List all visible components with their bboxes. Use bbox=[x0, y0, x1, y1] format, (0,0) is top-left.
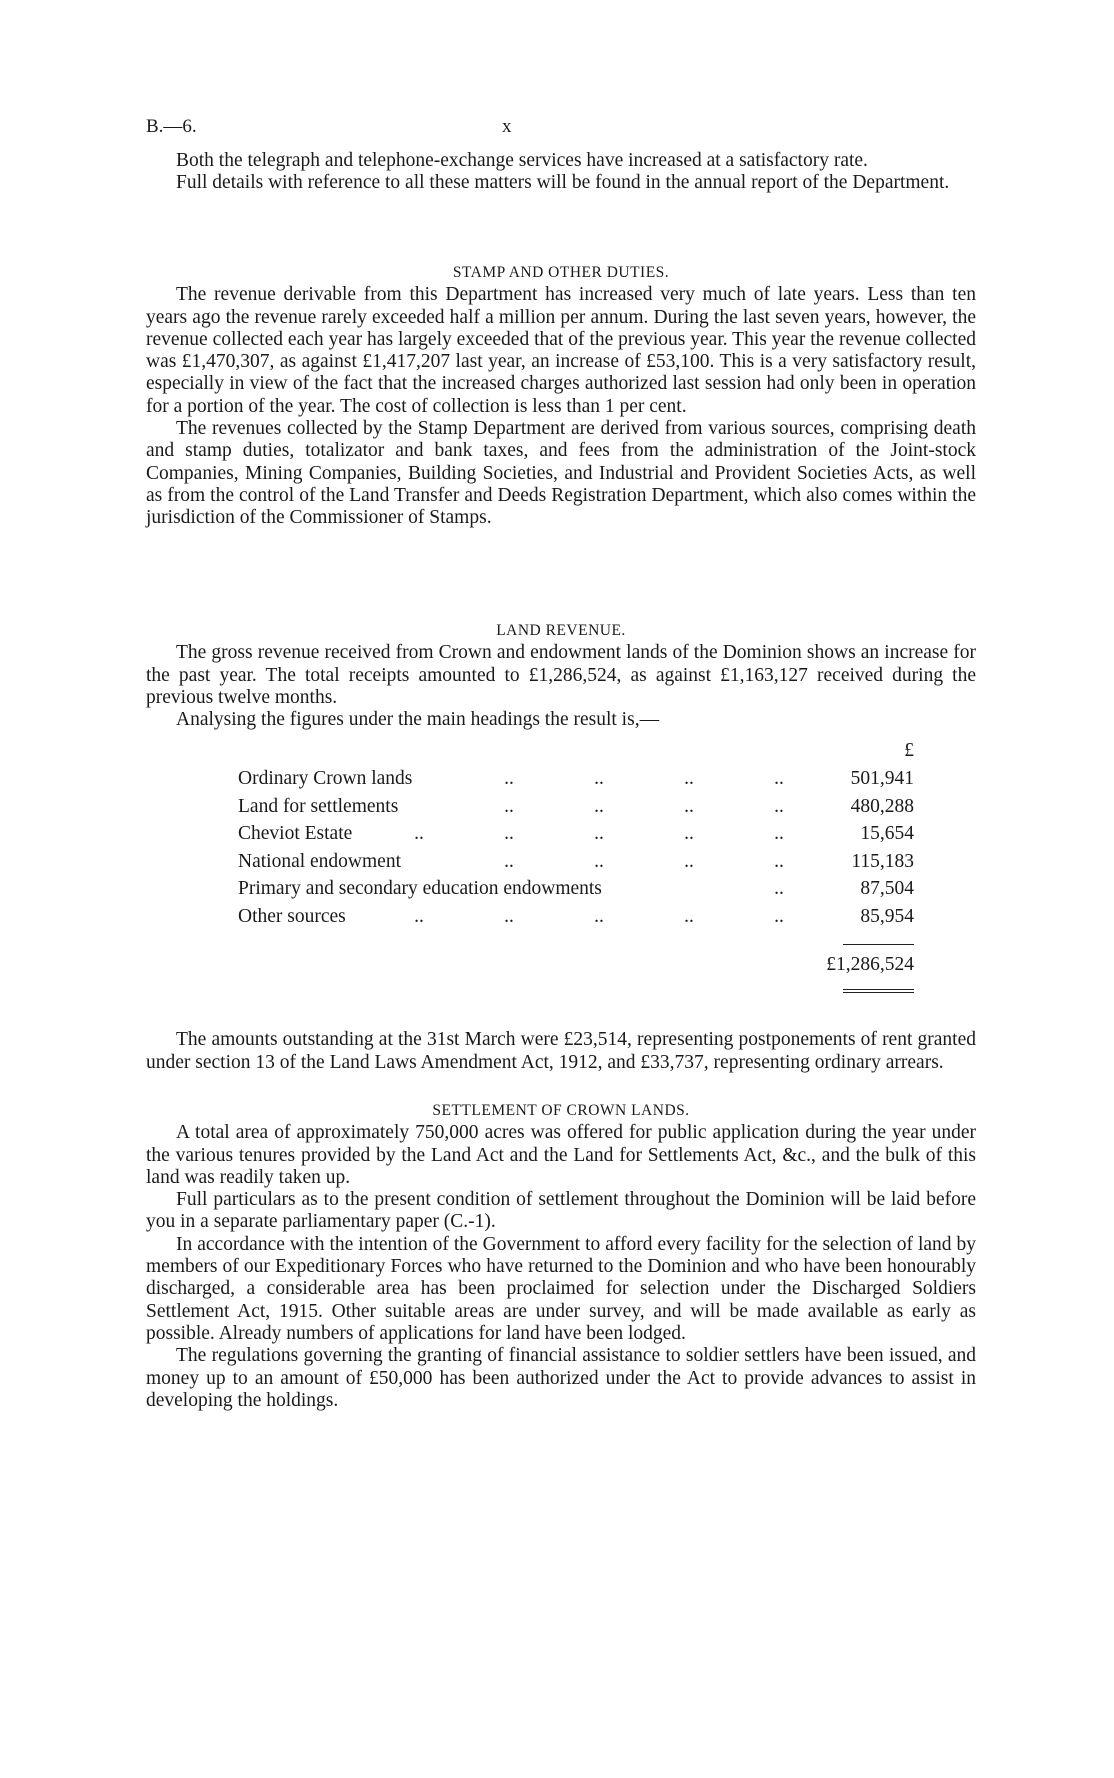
leader-dots: .. bbox=[684, 905, 694, 927]
leader-dots: .. bbox=[774, 878, 784, 900]
table-row bbox=[238, 875, 914, 903]
section-heading: STAMP AND OTHER DUTIES. bbox=[452, 264, 670, 281]
leader-dots: .. bbox=[684, 823, 694, 845]
total-rule bbox=[843, 992, 914, 993]
leader-dots: .. bbox=[594, 823, 604, 845]
page-number: x bbox=[502, 116, 512, 137]
row-value: 85,954 bbox=[860, 905, 914, 927]
leader-dots: .. bbox=[594, 768, 604, 790]
leader-dots: .. bbox=[774, 905, 784, 927]
row-value: 115,183 bbox=[851, 850, 914, 872]
leader-dots: .. bbox=[504, 850, 514, 872]
leader-dots: .. bbox=[504, 823, 514, 845]
currency-header: £ bbox=[904, 740, 914, 762]
table-row bbox=[238, 820, 914, 848]
leader-dots: .. bbox=[504, 905, 514, 927]
leader-dots: .. bbox=[594, 850, 604, 872]
paragraph: The gross revenue received from Crown and endowment lands of the Dominion shows an increase for the past year. The total receipts amounted to £1,286,524, as against £1,163,127 received during the previous twelve months. bbox=[146, 642, 976, 708]
leader-dots: .. bbox=[684, 768, 694, 790]
table-row bbox=[238, 848, 914, 876]
row-label: Primary and secondary education endowments bbox=[238, 878, 602, 900]
row-label: Land for settlements bbox=[238, 795, 399, 817]
intro-section bbox=[146, 150, 976, 195]
paragraph: Analysing the figures under the main headings the result is,— bbox=[176, 709, 660, 731]
leader-dots: .. bbox=[414, 905, 424, 927]
paragraph: In accordance with the intention of the Government to afford every facility for the selection of land by members of our Expeditionary Forces who have returned to the Dominion and who have been honourably discharged, a considerable area has been proclaimed for selection under the Discharged Soldiers Settlement Act, 1915. Other suitable areas are under survey, and will be made available as early as possible. Already numbers of applications for land have been lodged. bbox=[146, 1233, 976, 1344]
leader-dots: .. bbox=[594, 795, 604, 817]
row-label: Ordinary Crown lands bbox=[238, 768, 413, 790]
row-label: Cheviot Estate bbox=[238, 823, 353, 845]
paragraph: The amounts outstanding at the 31st March were £23,514, representing postponements of rent granted under section 13 of the Land Laws Amendment Act, 1912, and £33,737, representing ordinary arrears. bbox=[146, 1029, 976, 1073]
document-reference: B.—6. bbox=[146, 116, 197, 137]
stamp-section bbox=[146, 262, 976, 530]
settlement-section bbox=[146, 1100, 976, 1412]
table-row bbox=[238, 765, 914, 793]
land-revenue-section bbox=[146, 620, 976, 1074]
paragraph: The revenues collected by the Stamp Department are derived from various sources, comprising death and stamp duties, totalizator and bank taxes, and fees from the administration of the Joint-stock Companies, Mining Companies, Building Societies, and Industrial and Provident Societies Acts, as well as from the control of the Land Transfer and Deeds Registration Department, which also comes within the jurisdiction of the Commissioner of Stamps. bbox=[146, 418, 976, 529]
leader-dots: .. bbox=[504, 768, 514, 790]
table-row bbox=[238, 903, 914, 931]
leader-dots: .. bbox=[774, 850, 784, 872]
row-value: 87,504 bbox=[860, 878, 914, 900]
section-heading: LAND REVENUE. bbox=[496, 622, 626, 639]
paragraph: Full details with reference to all these matters will be found in the annual report of the Department. bbox=[176, 172, 950, 194]
leader-dots: .. bbox=[594, 905, 604, 927]
row-value: 501,941 bbox=[850, 768, 914, 790]
leader-dots: .. bbox=[684, 795, 694, 817]
leader-dots: .. bbox=[414, 823, 424, 845]
leader-dots: .. bbox=[684, 850, 694, 872]
paragraph: A total area of approximately 750,000 acres was offered for public application during the year under the various tenures provided by the Land Act and the Land for Settlements Act, &c., and the bulk of this land was readily taken up. bbox=[146, 1122, 976, 1188]
paragraph: The regulations governing the granting of financial assistance to soldier settlers have been issued, and money up to an amount of £50,000 has been authorized under the Act to provide advances to assist in developing the holdings. bbox=[146, 1345, 976, 1411]
paragraph: Both the telegraph and telephone-exchange services have increased at a satisfactory rate. bbox=[176, 150, 868, 171]
leader-dots: .. bbox=[504, 795, 514, 817]
table-row bbox=[238, 793, 914, 821]
leader-dots: .. bbox=[774, 795, 784, 817]
paragraph: The revenue derivable from this Department has increased very much of late years. Less than ten years ago the revenue rarely exceeded half a million per annum. During the last seven years, however, the revenue collected each year has largely exceeded that of the previous year. This year the revenue collected was £1,470,307, as against £1,417,207 last year, an increase of £53,100. This is a very satisfactory result, especially in view of the fact that the increased charges authorized last session had only been in operation for a portion of the year. The cost of collection is less than 1 per cent. bbox=[146, 284, 976, 417]
row-label: National endowment bbox=[238, 850, 401, 872]
total-rule bbox=[843, 989, 914, 990]
row-value: 15,654 bbox=[860, 823, 914, 845]
section-heading: SETTLEMENT OF CROWN LANDS. bbox=[432, 1102, 690, 1119]
paragraph: Full particulars as to the present condition of settlement throughout the Dominion will be laid before you in a separate parliamentary paper (C.-1). bbox=[146, 1189, 976, 1233]
table-total: £1,286,524 bbox=[826, 954, 914, 976]
leader-dots: .. bbox=[774, 768, 784, 790]
row-value: 480,288 bbox=[850, 795, 914, 817]
leader-dots: .. bbox=[774, 823, 784, 845]
land-revenue-table bbox=[238, 765, 914, 930]
row-label: Other sources bbox=[238, 905, 346, 927]
